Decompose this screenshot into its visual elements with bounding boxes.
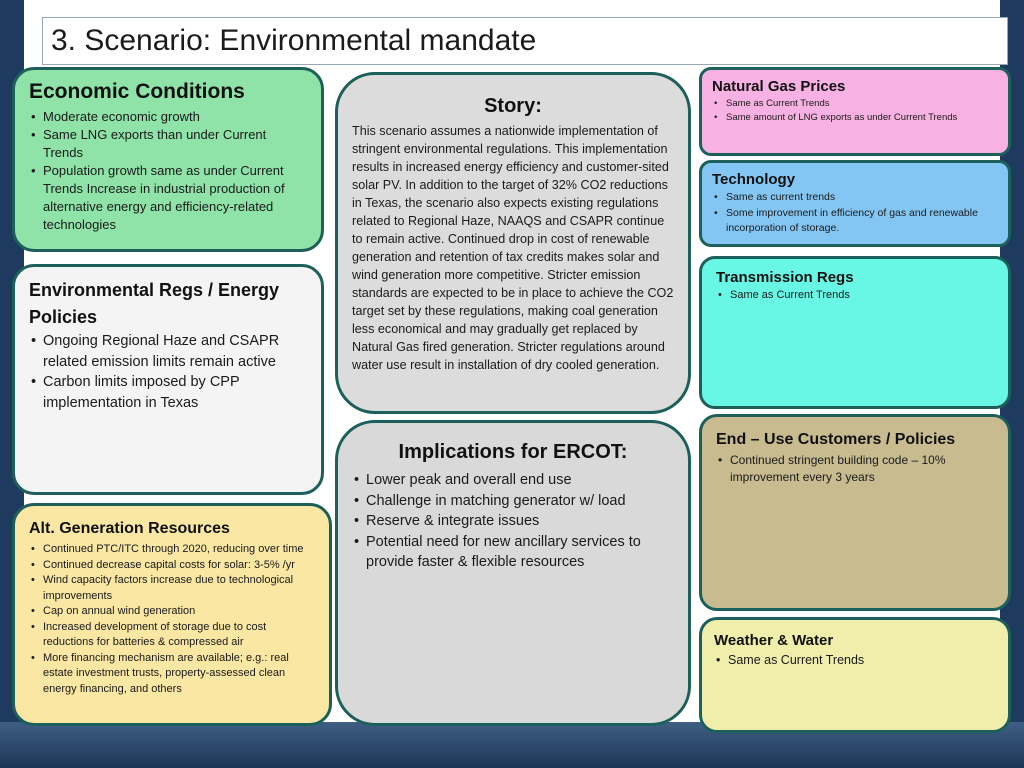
- list-item: • Cap on annual wind generation: [43, 604, 315, 620]
- list-item: • Moderate economic growth: [43, 108, 307, 126]
- list-item: • Wind capacity factors increase due to technological improvements: [43, 573, 315, 604]
- title-box: [42, 17, 1008, 65]
- economic-conditions-box: [12, 67, 324, 252]
- list-item: • Challenge in matching generator w/ load: [366, 491, 674, 512]
- transmission-regs-list: [716, 288, 994, 303]
- natural-gas-heading: Natural Gas Prices: [712, 78, 846, 95]
- list-item: • Potential need for new ancillary services to provide faster & flexible resources: [366, 532, 674, 573]
- list-item: • Population growth same as under Current Trends Increase in industrial production of alternative energy and efficiency-related technologies: [43, 162, 307, 234]
- economic-conditions-list: [29, 108, 307, 234]
- environmental-regs-heading: Environmental Regs / Energy Policies: [29, 280, 280, 327]
- story-box: [335, 72, 691, 414]
- list-item: • Carbon limits imposed by CPP implementation in Texas: [43, 372, 307, 413]
- list-item: • Continued stringent building code – 10% improvement every 3 years: [730, 452, 994, 486]
- technology-list: [712, 190, 998, 237]
- technology-heading: Technology: [712, 171, 796, 188]
- list-item: • Same amount of LNG exports as under Current Trends: [726, 111, 998, 125]
- list-item: • Same as Current Trends: [726, 97, 998, 111]
- weather-water-heading: Weather & Water: [714, 632, 834, 649]
- weather-water-box: [699, 617, 1011, 733]
- list-item: • Continued PTC/ITC through 2020, reducing over time: [43, 542, 315, 558]
- list-item: • Lower peak and overall end use: [366, 470, 674, 491]
- alt-generation-list: [29, 542, 315, 697]
- list-item: • More financing mechanism are available; e.g.: real estate investment trusts, property-assessed clean energy financing, and others: [43, 651, 315, 698]
- environmental-regs-list: [29, 331, 307, 413]
- story-text: This scenario assumes a nationwide implementation of stringent environmental regulations. This implementation results in increased energy efficiency and customer-sited solar PV. In addition to the target of 32% CO2 reductions in Texas, the scenario also expects existing regulations related to Regional Haze, NAAQS and CSAPR continue to remain active. Continued drop in cost of renewable generation and retention of tax credits makes solar and wind generation more competitive. Stricter emission standards are expected to be in place to achieve the CO2 target set by these regulations, making coal generation less economical and may gradually get replaced by Natural Gas fired generation. Stricter regulations around water use result in installation of dry cooled generation.: [352, 124, 674, 372]
- transmission-regs-heading: Transmission Regs: [716, 269, 854, 286]
- environmental-regs-box: [12, 264, 324, 495]
- list-item: • Reserve & integrate issues: [366, 511, 674, 532]
- end-use-box: [699, 414, 1011, 611]
- natural-gas-list: [712, 97, 998, 124]
- transmission-regs-box: [699, 256, 1011, 409]
- list-item: • Same LNG exports than under Current Trends: [43, 126, 307, 162]
- list-item: • Same as current trends: [726, 190, 998, 206]
- weather-water-list: [714, 651, 996, 669]
- list-item: • Increased development of storage due to cost reductions for batteries & compressed air: [43, 620, 315, 651]
- alt-generation-box: [12, 503, 332, 726]
- list-item: • Some improvement in efficiency of gas and renewable incorporation of storage.: [726, 206, 998, 237]
- economic-conditions-heading: Economic Conditions: [29, 80, 245, 103]
- list-item: • Ongoing Regional Haze and CSAPR related emission limits remain active: [43, 331, 307, 372]
- list-item: • Continued decrease capital costs for solar: 3-5% /yr: [43, 558, 315, 574]
- alt-generation-heading: Alt. Generation Resources: [29, 520, 230, 537]
- implications-heading: Implications for ERCOT:: [398, 441, 628, 463]
- implications-list: [352, 470, 674, 573]
- technology-box: [699, 160, 1011, 247]
- implications-box: [335, 420, 691, 726]
- end-use-list: [716, 452, 994, 486]
- list-item: • Same as Current Trends: [728, 651, 996, 669]
- natural-gas-box: [699, 67, 1011, 156]
- list-item: • Same as Current Trends: [730, 288, 994, 303]
- story-heading: Story:: [484, 95, 542, 117]
- slide-title: 3. Scenario: Environmental mandate: [51, 24, 537, 57]
- end-use-heading: End – Use Customers / Policies: [716, 431, 956, 448]
